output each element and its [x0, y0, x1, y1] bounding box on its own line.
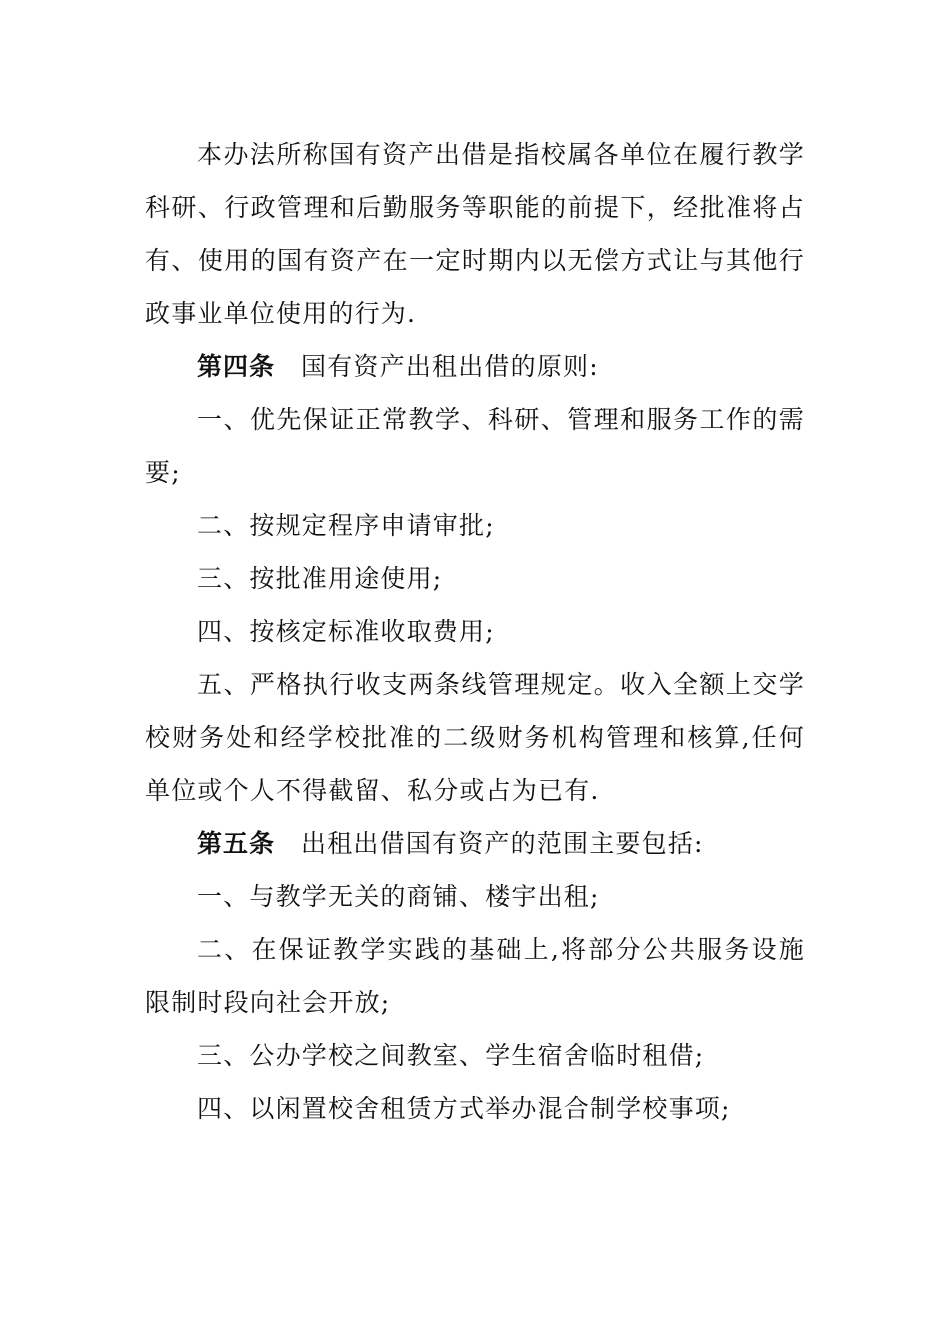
- article-5-heading: [145, 817, 805, 870]
- scope-item-4: [145, 1082, 805, 1135]
- paragraph-lending-definition: [145, 128, 805, 340]
- paragraph-text: 本办法所称国有资产出借是指校属各单位在履行教学科研、行政管理和后勤服务等职能的前提下，经批准将占有、使用的国有资产在一定时期内以无偿方式让与其他行政事业单位使用的行为.: [145, 140, 805, 328]
- article-4-heading: [145, 340, 805, 393]
- paragraph-text: 一、与教学无关的商铺、楼宇出租;: [197, 882, 600, 911]
- paragraph-text: 三、公办学校之间教室、学生宿舍临时租借;: [197, 1041, 705, 1070]
- scope-item-3: [145, 1029, 805, 1082]
- article-title: 国有资产出租出借的原则:: [301, 352, 599, 381]
- paragraph-text: 五、严格执行收支两条线管理规定。收入全额上交学校财务处和经学校批准的二级财务机构管理和核算,任何单位或个人不得截留、私分或占为已有.: [145, 670, 805, 805]
- article-number: 第四条: [197, 352, 276, 381]
- principle-item-4: [145, 605, 805, 658]
- paragraph-text: 二、在保证教学实践的基础上,将部分公共服务设施限制时段向社会开放;: [145, 935, 805, 1017]
- principle-item-5: [145, 658, 805, 817]
- article-number: 第五条: [197, 829, 276, 858]
- scope-item-2: [145, 923, 805, 1029]
- paragraph-text: 三、按批准用途使用;: [197, 564, 443, 593]
- principle-item-3: [145, 552, 805, 605]
- paragraph-text: 二、按规定程序申请审批;: [197, 511, 495, 540]
- document-page: [145, 128, 805, 1135]
- principle-item-2: [145, 499, 805, 552]
- paragraph-text: 一、优先保证正常教学、科研、管理和服务工作的需要;: [145, 405, 805, 487]
- scope-item-1: [145, 870, 805, 923]
- paragraph-text: 四、按核定标准收取费用;: [197, 617, 495, 646]
- article-title: 出租出借国有资产的范围主要包括:: [301, 829, 704, 858]
- paragraph-text: 四、以闲置校舍租赁方式举办混合制学校事项;: [197, 1094, 731, 1123]
- principle-item-1: [145, 393, 805, 499]
